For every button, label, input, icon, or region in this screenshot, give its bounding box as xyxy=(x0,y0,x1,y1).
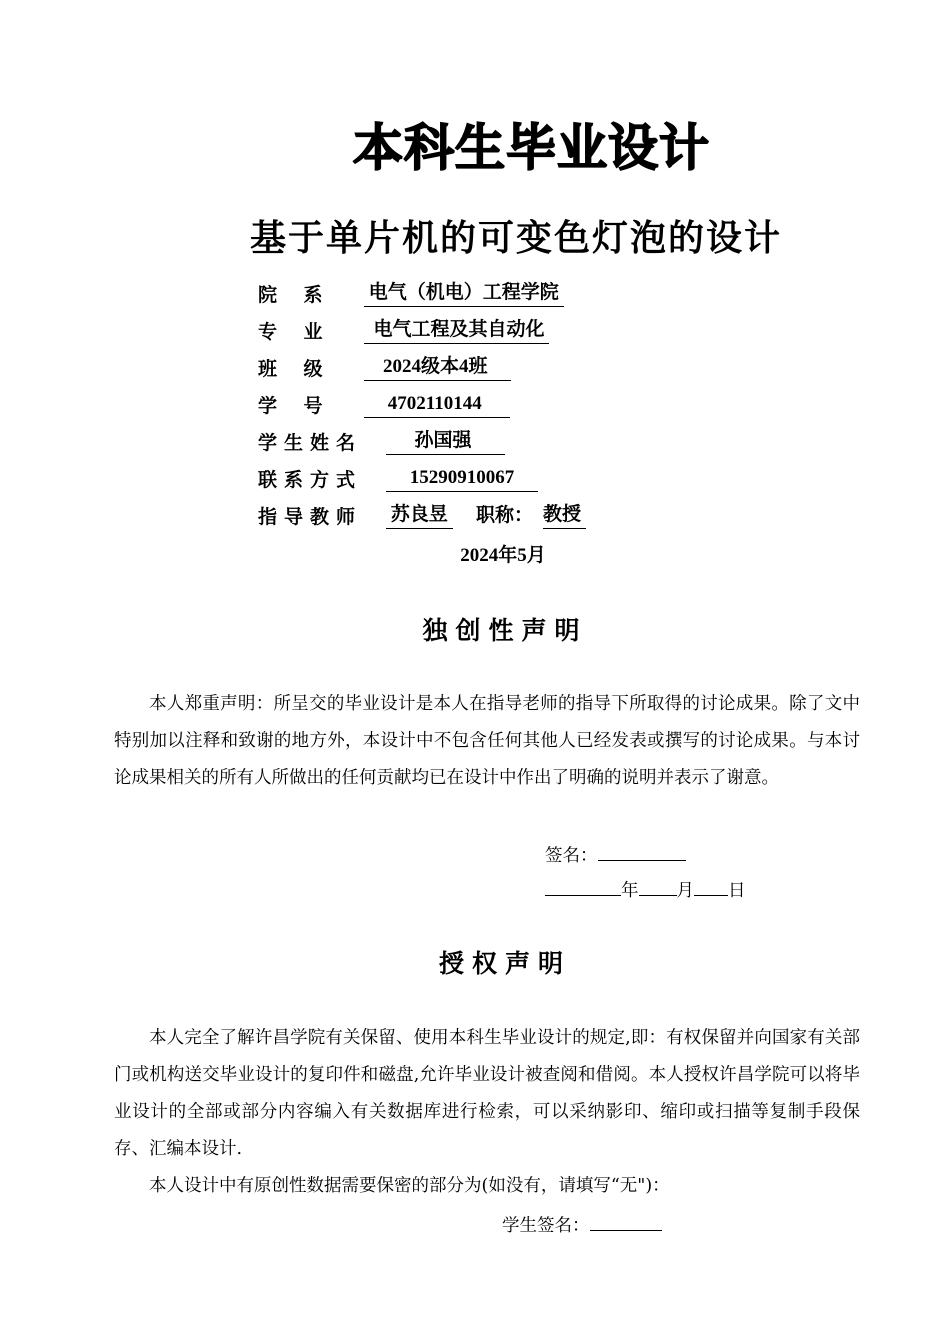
info-row-student-id xyxy=(258,391,511,421)
info-label: 联系方式 xyxy=(258,469,363,491)
date-sign-line xyxy=(545,877,746,902)
info-label: 专 业 xyxy=(258,321,323,343)
authorization-paragraph xyxy=(114,1020,860,1205)
info-row-advisor xyxy=(258,502,586,532)
paragraph-text: 本人郑重声明：所呈交的毕业设计是本人在指导老师的指导下所取得的讨论成果。除了文中特别加以注释和致谢的地方外，本设计中不包含任何其他人已经发表或撰写的讨论成果。与本讨论成果相关的所有人所做出的任何贡献均已在设计中作出了明确的说明并表示了谢意。 xyxy=(114,694,860,788)
info-row-student-name xyxy=(258,428,505,458)
originality-paragraph xyxy=(114,686,860,797)
signature-line xyxy=(545,842,686,867)
department-value: 电气（机电）工程学院 xyxy=(364,280,564,307)
day-label: 日 xyxy=(728,881,746,901)
year-blank xyxy=(545,877,621,896)
signature-blank xyxy=(598,842,686,861)
originality-heading: 独创性声明 xyxy=(422,616,588,645)
student-name-value: 孙国强 xyxy=(386,428,505,455)
advisor-title-label: 职称： xyxy=(476,504,534,526)
info-label: 指导教师 xyxy=(258,506,363,528)
info-label: 学 号 xyxy=(258,395,323,417)
authorization-heading: 授权声明 xyxy=(438,949,571,978)
day-blank xyxy=(694,877,728,896)
advisor-name: 苏良昱 xyxy=(386,502,453,529)
paragraph-text: 本人完全了解许昌学院有关保留、使用本科生毕业设计的规定,即：有权保留并向国家有关部门或机构送交毕业设计的复印件和磁盘,允许毕业设计被查阅和借阅。本人授权许昌学院可以将毕业设计的全部或部分内容编入有关数据库进行检索，可以采纳影印、缩印或扫描等复制手段保存、汇编本设计. xyxy=(114,1028,860,1159)
signature-label: 签名： xyxy=(545,846,598,866)
info-row-class xyxy=(258,354,512,384)
month-label: 月 xyxy=(676,881,694,901)
paragraph-text: 本人设计中有原创性数据需要保密的部分为(如没有，请填写“无")： xyxy=(149,1176,670,1196)
info-label: 学生姓名 xyxy=(258,432,363,454)
contact-value: 15290910067 xyxy=(386,465,538,492)
cover-date: 2024年5月 xyxy=(460,545,546,566)
thesis-title: 基于单片机的可变色灯泡的设计 xyxy=(249,217,782,259)
student-signature-line xyxy=(502,1212,662,1237)
info-label: 院 系 xyxy=(258,284,323,306)
advisor-title: 教授 xyxy=(543,502,586,529)
month-blank xyxy=(639,877,677,896)
student-signature-label: 学生签名： xyxy=(502,1216,590,1236)
year-label: 年 xyxy=(621,881,639,901)
student-id-value: 4702110144 xyxy=(364,391,510,418)
main-title: 本科生毕业设计 xyxy=(353,119,710,177)
info-row-contact xyxy=(258,465,538,495)
info-row-major xyxy=(258,317,550,347)
info-row-department xyxy=(258,280,564,310)
student-signature-blank xyxy=(590,1212,662,1231)
info-label: 班 级 xyxy=(258,358,323,380)
class-value: 2024级本4班 xyxy=(364,354,511,381)
major-value: 电气工程及其自动化 xyxy=(364,317,549,344)
